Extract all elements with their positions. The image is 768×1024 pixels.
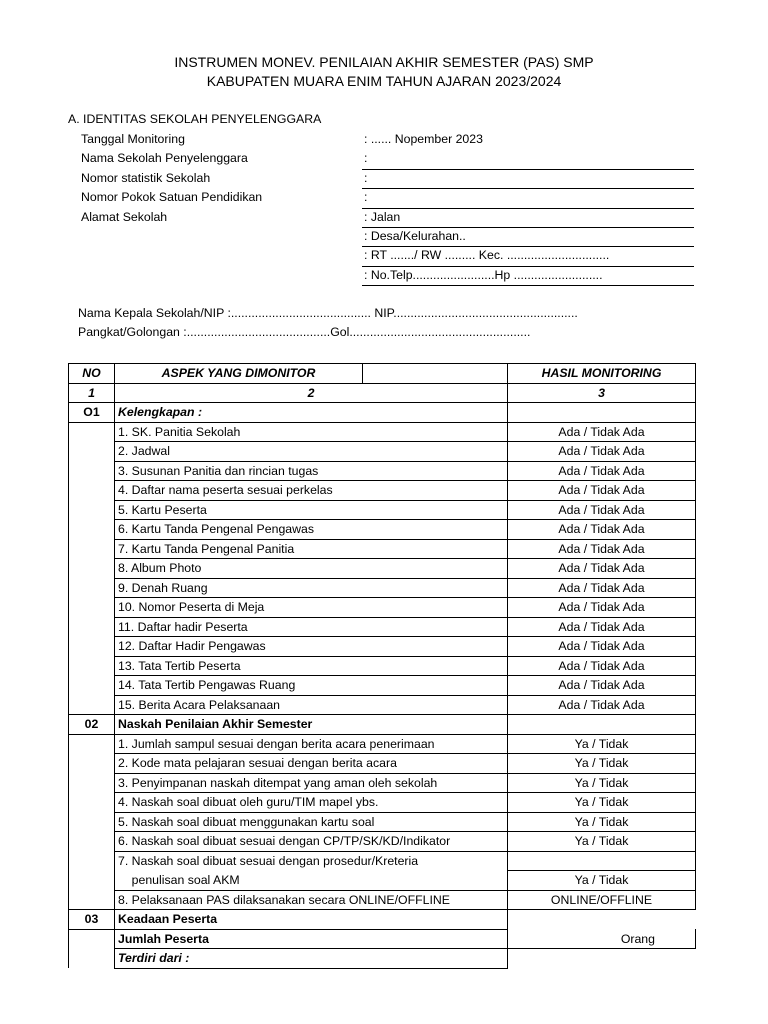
underline	[362, 266, 694, 267]
field-value-nss: :	[364, 171, 368, 185]
table-row	[69, 773, 696, 793]
result-cell	[508, 403, 696, 423]
table-row	[69, 871, 696, 891]
item-text: 1. Jumlah sampul sesuai dengan berita acara penerimaan	[115, 734, 508, 754]
field-label-npsn: Nomor Pokok Satuan Pendidikan	[81, 190, 263, 204]
item-text: 2. Jadwal	[115, 442, 508, 462]
table-row	[69, 520, 696, 540]
item-result: Ada / Tidak Ada	[508, 598, 696, 618]
item-result: Ada / Tidak Ada	[508, 656, 696, 676]
no-cell	[69, 734, 115, 910]
item-text: 3. Susunan Panitia dan rincian tugas	[115, 461, 508, 481]
item-text: 2. Kode mata pelajaran sesuai dengan berita acara	[115, 754, 508, 774]
col-number-3: 3	[508, 383, 696, 403]
item-result: Ada / Tidak Ada	[508, 539, 696, 559]
item-text: 15. Berita Acara Pelaksanaan	[115, 695, 508, 715]
item-text: Terdiri dari :	[115, 949, 508, 969]
item-text: 7. Naskah soal dibuat sesuai dengan prosedur/Kreteria	[115, 851, 508, 871]
section-no: 02	[69, 715, 115, 735]
pangkat-golongan-line: Pangkat/Golongan :..........................................Gol.....................................................	[78, 325, 531, 339]
item-text: 4. Naskah soal dibuat oleh guru/TIM mapel ybs.	[115, 793, 508, 813]
item-result: Ya / Tidak	[508, 793, 696, 813]
item-result: Ada / Tidak Ada	[508, 500, 696, 520]
item-text: 1. SK. Panitia Sekolah	[115, 422, 508, 442]
item-result: Ada / Tidak Ada	[508, 637, 696, 657]
kepala-sekolah-line: Nama Kepala Sekolah/NIP :......................................... NIP......................................................	[78, 306, 578, 320]
field-label-tanggal: Tanggal Monitoring	[81, 132, 185, 146]
table-row	[69, 754, 696, 774]
table-row	[69, 539, 696, 559]
item-text: 11. Daftar hadir Peserta	[115, 617, 508, 637]
table-row	[69, 559, 696, 579]
table-row	[69, 422, 696, 442]
item-result	[508, 851, 696, 871]
document-title-line2: KABUPATEN MUARA ENIM TAHUN AJARAN 2023/2024	[206, 73, 562, 89]
underline	[362, 169, 694, 170]
item-result: Ya / Tidak	[508, 773, 696, 793]
item-result: Orang	[508, 929, 696, 949]
item-text: 8. Album Photo	[115, 559, 508, 579]
item-result: Ya / Tidak	[508, 754, 696, 774]
item-text: Jumlah Peserta	[115, 929, 508, 949]
table-row	[69, 734, 696, 754]
field-value-alamat: : Jalan	[364, 210, 401, 224]
item-result: Ada / Tidak Ada	[508, 461, 696, 481]
table-row	[69, 637, 696, 657]
section-title: Naskah Penilaian Akhir Semester	[115, 715, 508, 735]
section-a-heading: A. IDENTITAS SEKOLAH PENYELENGGARA	[68, 112, 322, 126]
table-row	[69, 617, 696, 637]
section-row	[69, 715, 696, 735]
item-text: 14. Tata Tertib Pengawas Ruang	[115, 676, 508, 696]
table-row	[69, 461, 696, 481]
table-row	[69, 442, 696, 462]
underline	[362, 188, 694, 189]
item-text: 5. Naskah soal dibuat menggunakan kartu soal	[115, 812, 508, 832]
header-aspek: ASPEK YANG DIMONITOR	[115, 364, 363, 384]
item-text: penulisan soal AKM	[115, 871, 508, 891]
table-row	[69, 695, 696, 715]
table-row	[69, 929, 696, 949]
table-row	[69, 949, 696, 969]
item-result: Ya / Tidak	[508, 871, 696, 891]
table-row	[69, 793, 696, 813]
item-result: Ya / Tidak	[508, 832, 696, 852]
item-result: Ya / Tidak	[508, 734, 696, 754]
header-hasil: HASIL MONITORING	[508, 364, 696, 384]
table-row	[69, 578, 696, 598]
item-text: 5. Kartu Peserta	[115, 500, 508, 520]
no-cell	[69, 422, 115, 715]
table-row	[69, 832, 696, 852]
item-text: 13. Tata Tertib Peserta	[115, 656, 508, 676]
field-value-tanggal: : ...... Nopember 2023	[364, 132, 483, 146]
item-text: 7. Kartu Tanda Pengenal Panitia	[115, 539, 508, 559]
result-cell	[508, 715, 696, 735]
item-text: 12. Daftar Hadir Pengawas	[115, 637, 508, 657]
result-cell	[508, 910, 696, 930]
underline	[362, 208, 694, 209]
table-row	[69, 890, 696, 910]
address-desa: : Desa/Kelurahan..	[364, 229, 466, 243]
item-result: Ada / Tidak Ada	[508, 676, 696, 696]
section-no: O1	[69, 403, 115, 423]
col-number-2: 2	[115, 383, 508, 403]
table-row	[69, 598, 696, 618]
address-rt-rw: : RT ......./ RW ......... Kec. ..............................	[364, 248, 610, 262]
item-result: Ada / Tidak Ada	[508, 695, 696, 715]
section-title: Keadaan Peserta	[115, 910, 508, 930]
field-label-nama-sekolah: Nama Sekolah Penyelenggara	[81, 151, 248, 165]
section-no: 03	[69, 910, 115, 930]
field-value-nama-sekolah: :	[364, 151, 368, 165]
header-no: NO	[69, 364, 115, 384]
field-label-alamat: Alamat Sekolah	[81, 210, 168, 224]
field-label-nss: Nomor statistik Sekolah	[81, 171, 211, 185]
item-result: ONLINE/OFFLINE	[508, 890, 696, 910]
item-text: 6. Naskah soal dibuat sesuai dengan CP/TP/SK/KD/Indikator	[115, 832, 508, 852]
item-result: Ada / Tidak Ada	[508, 481, 696, 501]
item-result: Ada / Tidak Ada	[508, 422, 696, 442]
item-text: 3. Penyimpanan naskah ditempat yang aman oleh sekolah	[115, 773, 508, 793]
underline	[362, 227, 694, 228]
item-result	[508, 949, 696, 969]
item-result: Ya / Tidak	[508, 812, 696, 832]
item-result: Ada / Tidak Ada	[508, 520, 696, 540]
monitoring-table	[68, 363, 696, 969]
item-text: 4. Daftar nama peserta sesuai perkelas	[115, 481, 508, 501]
table-row	[69, 676, 696, 696]
section-title: Kelengkapan :	[115, 403, 508, 423]
item-text: 8. Pelaksanaan PAS dilaksanakan secara ONLINE/OFFLINE	[115, 890, 508, 910]
field-value-npsn: :	[364, 190, 368, 204]
underline	[362, 246, 694, 247]
no-cell	[69, 929, 115, 968]
item-result: Ada / Tidak Ada	[508, 559, 696, 579]
section-row	[69, 403, 696, 423]
table-row	[69, 481, 696, 501]
underline	[362, 285, 694, 286]
table-row	[69, 656, 696, 676]
section-row	[69, 910, 696, 930]
col-number-1: 1	[69, 383, 115, 403]
item-result: Ada / Tidak Ada	[508, 442, 696, 462]
table-header-row	[69, 364, 696, 384]
document-title-line1: INSTRUMEN MONEV. PENILAIAN AKHIR SEMESTER (PAS) SMP	[174, 54, 594, 70]
item-result: Ada / Tidak Ada	[508, 578, 696, 598]
item-text: 9. Denah Ruang	[115, 578, 508, 598]
item-text: 10. Nomor Peserta di Meja	[115, 598, 508, 618]
table-row	[69, 851, 696, 871]
header-empty-cell	[363, 364, 508, 384]
item-text: 6. Kartu Tanda Pengenal Pengawas	[115, 520, 508, 540]
address-telp: : No.Telp........................Hp ..........................	[364, 268, 603, 282]
item-result: Ada / Tidak Ada	[508, 617, 696, 637]
table-number-row	[69, 383, 696, 403]
table-row	[69, 812, 696, 832]
table-row	[69, 500, 696, 520]
